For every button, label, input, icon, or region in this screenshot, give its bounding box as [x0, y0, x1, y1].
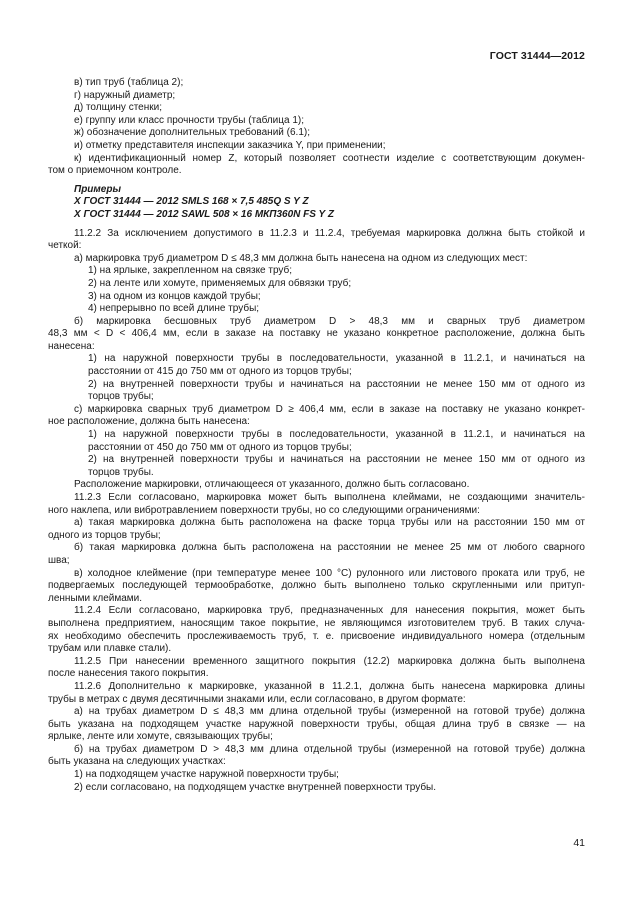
text-line: расстоянии от 450 до 750 мм от одного из торцов трубы; [88, 441, 352, 453]
text-line: быть указана на подходящем участке наружной поверхности трубы, общая длина труб в связке — на [48, 718, 585, 730]
text-line: после нанесения такого покрытия. [48, 668, 209, 680]
list-item: в) тип труб (таблица 2); [74, 77, 184, 88]
text-line: 1) на подходящем участке наружной поверхности трубы; [74, 769, 339, 781]
text-line: Расположение маркировки, отличающееся от указанного, должно быть согласовано. [74, 479, 470, 491]
text-line: торцов трубы; [88, 391, 154, 403]
text-line: торцов трубы. [88, 466, 154, 478]
examples-block [48, 196, 585, 221]
text-line: 11.2.4 Если согласовано, маркировка труб, предназначенных для нанесения покрытия, может быть [74, 605, 585, 617]
text-line: 2) если согласовано, на подходящем участке внутренней поверхности трубы. [74, 781, 437, 793]
body-text [48, 228, 585, 795]
page-content [48, 77, 585, 794]
text-line: расстоянии от 415 до 750 мм от одного из торцов трубы; [88, 366, 352, 378]
text-line: 1) на наружной поверхности трубы в последовательности, указанной в 11.2.1, и начинаться на [88, 353, 585, 365]
text-line: выполнена предприятием, наносящим такое покрытие, не являющимся изготовителем труб. В таких случа- [48, 617, 585, 629]
text-line: а) на трубах диаметром D ≤ 48,3 мм длина отдельной трубы (измеренной на готовой трубе) должна [74, 706, 585, 718]
text-line: шва; [48, 554, 70, 566]
list-item: том о приемочном контроле. [48, 165, 182, 177]
list-item: к) идентификационный номер Z, который позволяет соотнести изделие с соответствующим докумен- [74, 152, 585, 164]
text-line: ного наклепа, или вибротравлением поверхности трубы, но со следующими ограничениями: [48, 504, 480, 516]
list-item: г) наружный диаметр; [74, 89, 176, 101]
text-line: 2) на внутренней поверхности трубы и начинаться на расстоянии не менее 150 мм от одного из [88, 378, 585, 390]
text-line: 11.2.6 Дополнительно к маркировке, указанной в 11.2.1, должна быть нанесена маркировка длины [74, 680, 585, 692]
text-line: 4) непрерывно по всей длине трубы; [88, 303, 260, 315]
text-line: четкой: [48, 240, 82, 252]
list-item: ж) обозначение дополнительных требований (6.1); [74, 127, 310, 139]
text-line: ленными клеймами. [48, 592, 143, 604]
text-line: 3) на одном из концов каждой трубы; [88, 290, 261, 302]
document-code-header: ГОСТ 31444—2012 [489, 50, 585, 62]
text-line: 2) на внутренней поверхности трубы и начинаться на расстоянии не менее 150 мм от одного из [88, 454, 585, 466]
text-line: 11.2.2 За исключением допустимого в 11.2.3 и 11.2.4, требуемая маркировка должна быть стойкой и [74, 227, 585, 239]
text-line: трубы в метрах с двумя десятичными знаками или, если согласовано, в другом формате: [48, 693, 466, 705]
text-line: а) такая маркировка должна быть расположена на фаске торца трубы или на расстоянии 150 мм от [74, 517, 585, 529]
text-line: б) такая маркировка должна быть расположена на расстоянии не менее 25 мм от любого сварного [74, 542, 585, 554]
text-line: ное расположение, должна быть нанесена: [48, 416, 250, 428]
text-line: 11.2.5 При нанесении временного защитного покрытия (12.2) маркировка должна быть выполнена [74, 655, 585, 667]
text-line: 2) на ленте или хомуте, применяемых для обвязки труб; [88, 277, 352, 289]
text-line: трубам или плавке стали). [48, 643, 172, 655]
text-line: 1) на ярлыке, закрепленном на связке труб; [88, 265, 293, 277]
list-item: е) группу или класс прочности трубы (таблица 1); [74, 114, 305, 126]
marking-list [48, 77, 585, 178]
page-number: 41 [573, 837, 585, 849]
example-line: X ГОСТ 31444 — 2012 SAWL 508 × 16 МКП360N FS Y Z [74, 208, 334, 220]
text-line: 1) на наружной поверхности трубы в последовательности, указанной в 11.2.1, и начинаться на [88, 429, 585, 441]
list-item: и) отметку представителя инспекции заказчика Y, при применении; [74, 139, 386, 151]
text-line: быть указана на следующих участках: [48, 756, 226, 768]
text-line: б) маркировка бесшовных труб диаметром D > 48,3 мм и сварных труб диаметром [74, 315, 585, 327]
text-line: 11.2.3 Если согласовано, маркировка может быть выполнена клеймами, не создающими значитель- [74, 492, 585, 503]
text-line: нанесена: [48, 340, 95, 352]
text-line: а) маркировка труб диаметром D ≤ 48,3 мм должна быть нанесена на одном из следующих мест: [74, 252, 528, 264]
example-line: X ГОСТ 31444 — 2012 SMLS 168 × 7,5 485Q S Y Z [74, 196, 309, 208]
text-line: ях необходимо обеспечить прослеживаемость труб, т. е. присвоение индивидуального номера (отдельным [48, 630, 585, 642]
text-line: подвергаемых последующей термообработке, должно быть выполнено только скругленными или притуп- [48, 580, 585, 592]
list-item: д) толщину стенки; [74, 102, 162, 114]
text-line: б) на трубах диаметром D > 48,3 мм длина отдельной трубы (измеренной на готовой трубе) должна [74, 743, 585, 755]
text-line: с) маркировка сварных труб диаметром D ≥ 406,4 мм, если в заказе на поставку не указано конкрет- [74, 403, 585, 415]
text-line: одного из торцов трубы; [48, 529, 161, 541]
text-line: в) холодное клеймение (при температуре менее 100 °С) рулонного или листового проката или труб, не [74, 567, 585, 579]
text-line: 48,3 мм < D < 406,4 мм, если в заказе на поставку не указано конкретное расположение, должна быть [48, 328, 585, 340]
examples-heading: Примеры [74, 183, 122, 195]
text-line: ярлыке, ленте или хомуте, связывающих трубы; [48, 731, 273, 743]
